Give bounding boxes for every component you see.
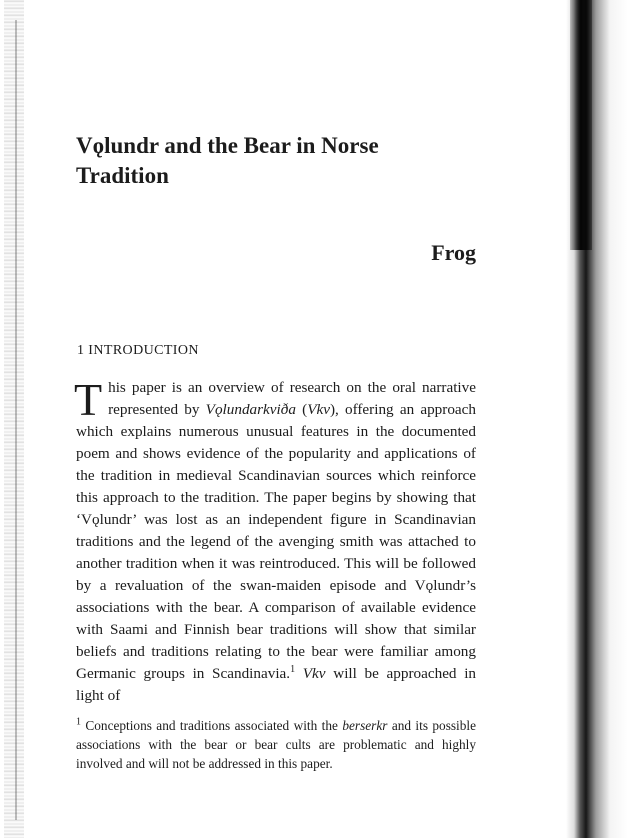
section-heading: 1 INTRODUCTION xyxy=(77,343,199,358)
intro-text-3: ), offering an approach which explains numerous unusual features in the documented poem and shows evidence of the popularity and applications of the tradition in medieval Scandinavian sources which reinforce this approach to the tradition. The paper begins by showing that ‘Vǫlundr’ was lost as an independent figure in Scandinavian traditions and the legend of the avenging smith was attached to another tradition when it was reintroduced. This will be followed by a revaluation of the swan-maiden episode and Vǫlundr’s associations with the bear. A comparison of available evidence with Saami and Finnish bear traditions will show that similar beliefs and traditions relating to the bear were familiar among Germanic groups in Scandinavia. xyxy=(76,401,476,682)
intro-text-2: ( xyxy=(295,401,308,418)
intro-text-1: his paper is an overview of research on the oral narrative represented by xyxy=(108,379,476,418)
intro-text-4 xyxy=(295,665,303,682)
footnote-text-2: and its possible associations with the bear or bear cults are problematic and highly involved and will not be addressed in this paper. xyxy=(76,718,476,771)
footnote-reference[interactable]: 1 xyxy=(290,663,296,675)
intro-text-5: will be approached in light of xyxy=(76,665,477,704)
scan-page-shadow-top-right xyxy=(570,0,592,250)
footnote-text-1: Conceptions and traditions associated with the xyxy=(81,718,343,733)
intro-paragraph xyxy=(74,374,477,707)
footnote-mark: 1 xyxy=(76,716,81,728)
drop-cap: T xyxy=(74,374,103,425)
scan-binding-edge-left xyxy=(4,0,24,838)
work-abbreviation-2: Vkv xyxy=(302,665,326,682)
footnote xyxy=(76,716,476,773)
title-line-2: Tradition xyxy=(76,163,169,188)
author-name: Frog xyxy=(431,240,476,265)
footnote-term: berserkr xyxy=(342,718,388,733)
title-line-1: Vǫlundr and the Bear in Norse xyxy=(76,133,379,158)
article-title xyxy=(76,131,496,191)
work-title: Vǫlundarkviða xyxy=(205,401,296,418)
work-abbreviation: Vkv xyxy=(307,401,330,418)
